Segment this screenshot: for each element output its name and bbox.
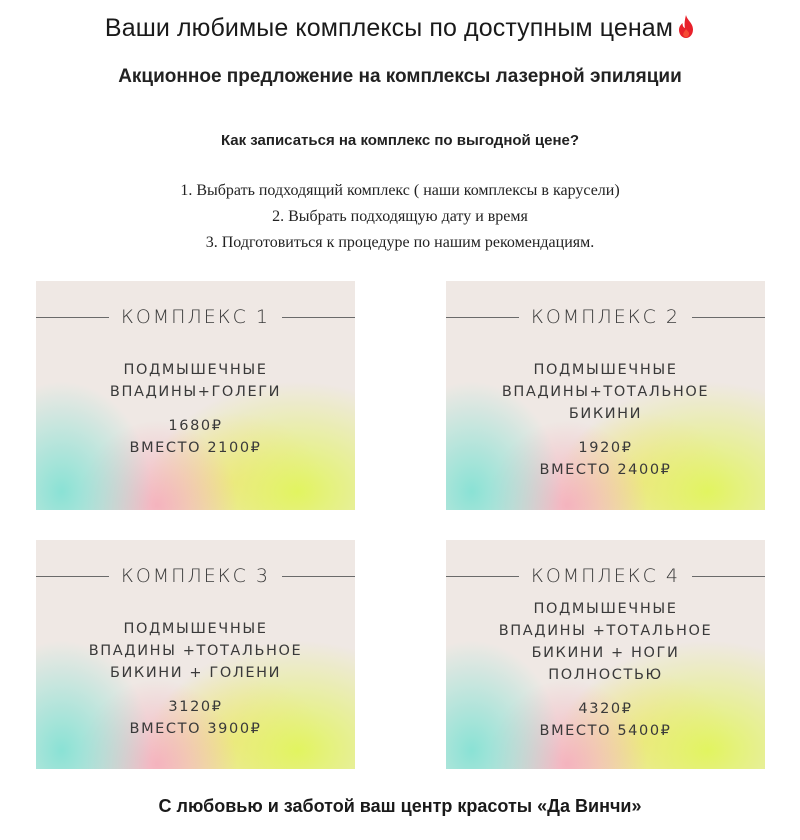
howto-step: 2. Выбрать подходящую дату и время bbox=[272, 208, 528, 225]
howto-steps bbox=[0, 178, 800, 256]
card-desc-line: БИКИНИ + ГОЛЕНИ bbox=[109, 665, 282, 681]
card-desc-line: ПОДМЫШЕЧНЫЕ bbox=[123, 621, 268, 637]
card-desc-line: ВПАДИНЫ +ТОТАЛЬНОЕ bbox=[88, 643, 303, 659]
divider-line bbox=[36, 317, 109, 318]
card-old-price: ВМЕСТО 2400₽ bbox=[539, 462, 672, 478]
card-header bbox=[36, 305, 355, 329]
card-description bbox=[36, 359, 355, 403]
card-body bbox=[446, 359, 765, 481]
card-desc-line: ПОДМЫШЕЧНЫЕ bbox=[123, 362, 268, 378]
card-header bbox=[446, 305, 765, 329]
complex-card-3[interactable] bbox=[36, 540, 355, 769]
card-price: 4320₽ bbox=[578, 701, 633, 717]
card-old-price: ВМЕСТО 2100₽ bbox=[129, 440, 262, 456]
page-title bbox=[0, 14, 800, 43]
card-description bbox=[446, 359, 765, 425]
divider-line bbox=[692, 576, 765, 577]
card-body bbox=[446, 598, 765, 742]
howto-step: 3. Подготовиться к процедуре по нашим рекомендациям. bbox=[205, 234, 595, 251]
card-old-price: ВМЕСТО 5400₽ bbox=[539, 723, 672, 739]
footer-signature: С любовью и заботой ваш центр красоты «Да Винчи» bbox=[158, 796, 642, 816]
card-price: 1680₽ bbox=[168, 418, 223, 434]
card-old-price: ВМЕСТО 3900₽ bbox=[129, 721, 262, 737]
card-body bbox=[36, 618, 355, 740]
card-price: 1920₽ bbox=[578, 440, 633, 456]
card-header bbox=[36, 564, 355, 588]
card-title: КОМПЛЕКС 4 bbox=[531, 565, 680, 587]
card-description bbox=[446, 598, 765, 686]
card-price: 3120₽ bbox=[168, 699, 223, 715]
divider-line bbox=[36, 576, 109, 577]
card-desc-line: БИКИНИ + НОГИ bbox=[531, 645, 680, 661]
divider-line bbox=[446, 317, 519, 318]
card-desc-line: ВПАДИНЫ+ГОЛЕГИ bbox=[109, 384, 282, 400]
card-desc-line: ПОДМЫШЕЧНЫЕ bbox=[533, 362, 678, 378]
card-title: КОМПЛЕКС 3 bbox=[121, 565, 270, 587]
card-title: КОМПЛЕКС 2 bbox=[531, 306, 680, 328]
divider-line bbox=[692, 317, 765, 318]
page-subtitle: Акционное предложение на комплексы лазерной эпиляции bbox=[118, 66, 682, 87]
howto-step: 1. Выбрать подходящий комплекс ( наши комплексы в карусели) bbox=[180, 182, 620, 199]
divider-line bbox=[282, 576, 355, 577]
card-desc-line: ПОДМЫШЕЧНЫЕ bbox=[533, 601, 678, 617]
divider-line bbox=[446, 576, 519, 577]
card-desc-line: ПОЛНОСТЬЮ bbox=[548, 667, 663, 683]
divider-line bbox=[282, 317, 355, 318]
card-body bbox=[36, 359, 355, 459]
howto-heading: Как записаться на комплекс по выгодной цене? bbox=[220, 132, 580, 149]
card-title: КОМПЛЕКС 1 bbox=[121, 306, 270, 328]
card-desc-line: ВПАДИНЫ+ТОТАЛЬНОЕ bbox=[501, 384, 710, 400]
complex-card-2[interactable] bbox=[446, 281, 765, 510]
fire-icon bbox=[677, 14, 695, 39]
card-description bbox=[36, 618, 355, 684]
card-desc-line: ВПАДИНЫ +ТОТАЛЬНОЕ bbox=[498, 623, 713, 639]
page-title-text: Ваши любимые комплексы по доступным ценам bbox=[104, 14, 674, 42]
card-header bbox=[446, 564, 765, 588]
card-desc-line: БИКИНИ bbox=[568, 406, 643, 422]
complex-card-1[interactable] bbox=[36, 281, 355, 510]
complex-card-4[interactable] bbox=[446, 540, 765, 769]
